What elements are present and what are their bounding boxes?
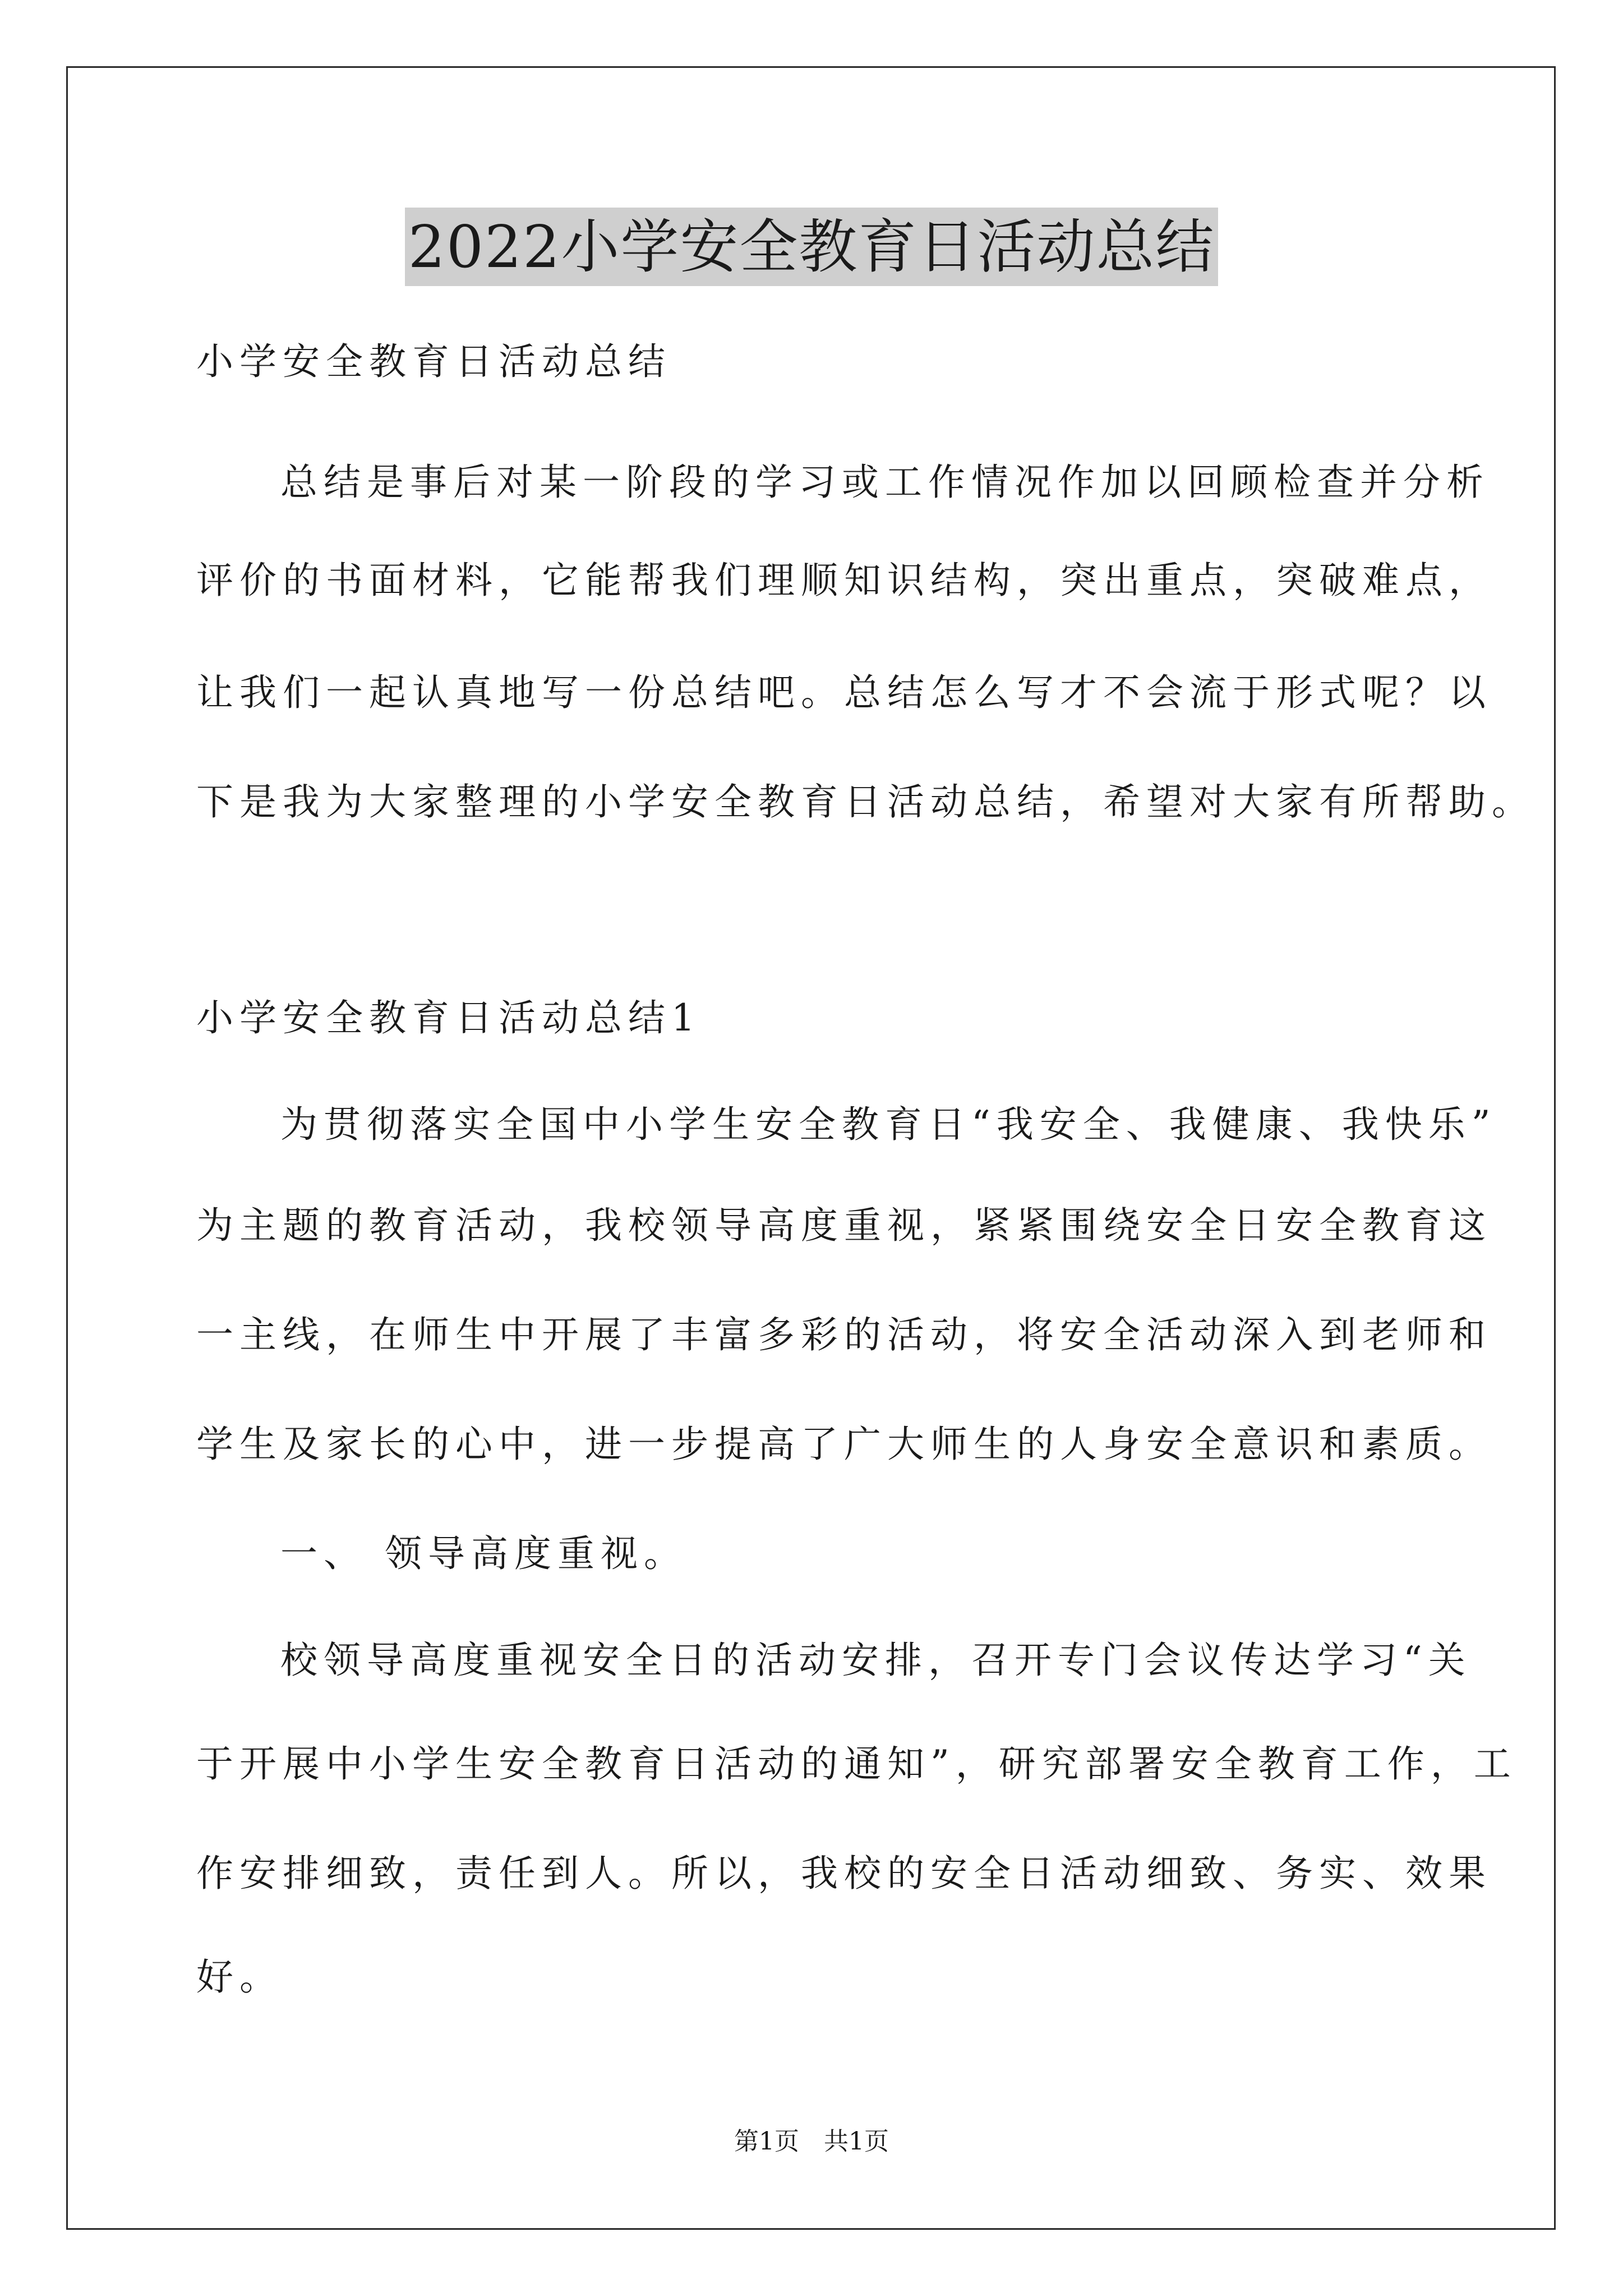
paragraph-line: 为主题的教育活动，我校领导高度重视，紧紧围绕安全日安全教育这	[196, 1204, 1492, 1247]
subtitle: 小学安全教育日活动总结	[196, 340, 671, 383]
subheading: 一、 领导高度重视。	[280, 1532, 687, 1575]
paragraph-line: 为贯彻落实全国中小学生安全教育日“我安全、我健康、我快乐”	[280, 1103, 1497, 1146]
paragraph-line: 总结是事后对某一阶段的学习或工作情况作加以回顾检查并分析	[280, 461, 1490, 504]
paragraph-line: 一主线，在师生中开展了丰富多彩的活动，将安全活动深入到老师和	[196, 1313, 1492, 1356]
section-heading: 小学安全教育日活动总结1	[196, 996, 701, 1039]
paragraph-line: 让我们一起认真地写一份总结吧。总结怎么写才不会流于形式呢？以	[196, 671, 1492, 714]
paragraph-line: 好。	[196, 1955, 283, 1999]
page-footer: 第1页 共1页	[734, 2127, 889, 2156]
paragraph-line: 下是我为大家整理的小学安全教育日活动总结，希望对大家有所帮助。	[196, 780, 1535, 823]
paragraph-line: 于开展中小学生安全教育日活动的通知”，研究部署安全教育工作，工	[196, 1742, 1517, 1786]
paragraph-line: 学生及家长的心中，进一步提高了广大师生的人身安全意识和素质。	[196, 1423, 1492, 1466]
document-title: 2022小学安全教育日活动总结	[405, 208, 1219, 286]
title-container	[0, 208, 1623, 286]
paragraph-line: 评价的书面材料，它能帮我们理顺知识结构，突出重点，突破难点，	[196, 559, 1492, 602]
paragraph-line: 校领导高度重视安全日的活动安排，召开专门会议传达学习“关	[280, 1639, 1472, 1682]
paragraph-line: 作安排细致，责任到人。所以，我校的安全日活动细致、务实、效果	[196, 1852, 1492, 1895]
